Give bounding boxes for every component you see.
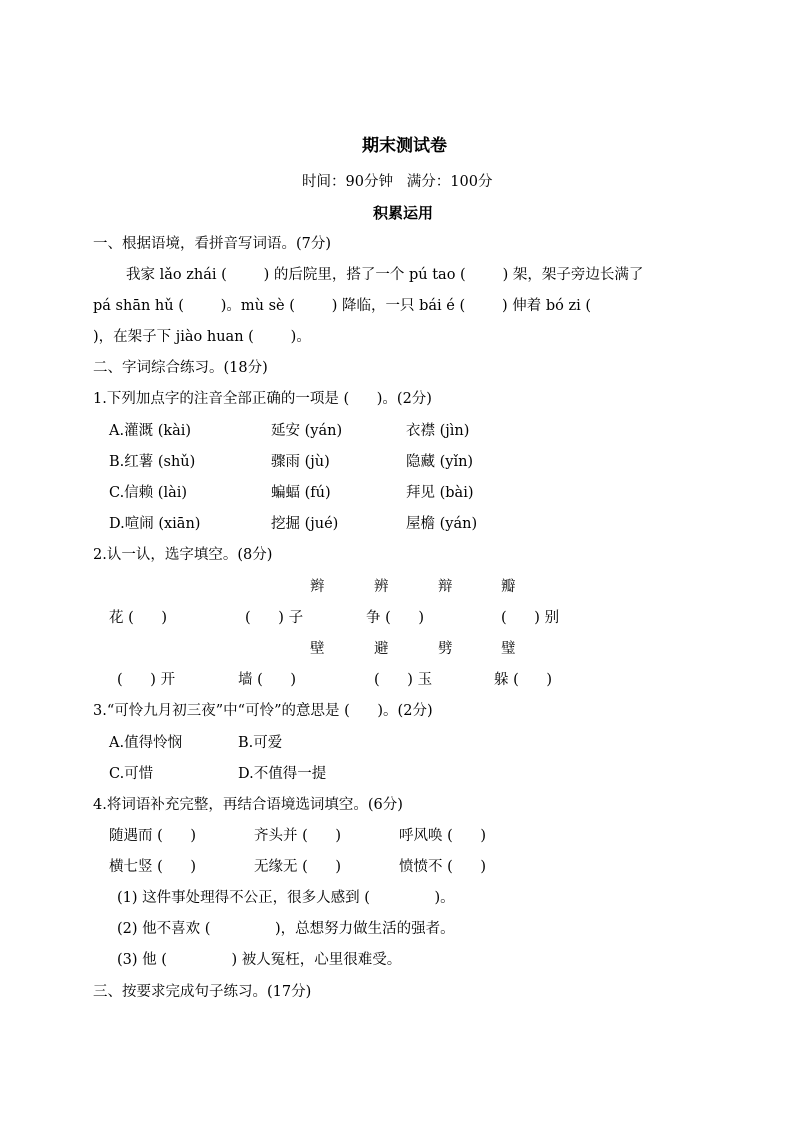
- char-option: 壁: [310, 641, 325, 657]
- q2-2-stem: 2.认一认，选字填空。(8分): [93, 547, 273, 563]
- exam-time-score: 时间：90分钟 满分：100分: [302, 174, 493, 190]
- option-cell: D.喧闹 (xiān): [109, 516, 201, 532]
- choice-option: B.可爱: [238, 735, 283, 751]
- choice-option: C.可惜: [109, 766, 154, 782]
- option-cell: C.信赖 (lài): [109, 485, 188, 501]
- fill-blank: 躲 ( ): [494, 672, 553, 688]
- option-cell: 延安 (yán): [271, 423, 343, 439]
- choice-option: D.不值得一提: [238, 766, 327, 782]
- idiom-blank: 愤愤不 ( ): [399, 859, 487, 875]
- char-option: 璧: [501, 641, 516, 657]
- q1-heading: 一、根据语境，看拼音写词语。(7分): [93, 236, 332, 252]
- char-option: 辫: [310, 579, 325, 595]
- sentence-blank-1: (1) 这件事处理得不公正，很多人感到 ( )。: [117, 890, 455, 906]
- idiom-blank: 横七竖 ( ): [109, 859, 197, 875]
- char-option: 劈: [438, 641, 453, 657]
- fill-blank: 花 ( ): [109, 610, 168, 626]
- option-cell: 屋檐 (yán): [406, 516, 478, 532]
- idiom-blank: 呼风唤 ( ): [399, 828, 487, 844]
- option-cell: 拜见 (bài): [406, 485, 474, 501]
- q1-line-2: pá shān hǔ ( )。mù sè ( ) 降临，一只 bái é ( ) 伸着 bó zi (: [93, 298, 592, 314]
- choice-option: A.值得怜悯: [109, 735, 183, 751]
- q2-3-stem: 3.“可怜九月初三夜”中“可怜”的意思是 ( )。(2分): [93, 703, 433, 719]
- idiom-blank: 齐头并 ( ): [254, 828, 342, 844]
- fill-blank: ( ) 开: [117, 672, 176, 688]
- idiom-blank: 无缘无 ( ): [254, 859, 342, 875]
- option-cell: A.灌溉 (kài): [109, 423, 192, 439]
- idiom-blank: 随遇而 ( ): [109, 828, 197, 844]
- option-cell: 衣襟 (jìn): [406, 423, 470, 439]
- fill-blank: ( ) 子: [245, 610, 304, 626]
- q3-heading: 三、按要求完成句子练习。(17分): [93, 984, 312, 1000]
- fill-blank: 墙 ( ): [238, 672, 297, 688]
- q2-4-stem: 4.将词语补充完整，再结合语境选词填空。(6分): [93, 797, 403, 813]
- fill-blank: 争 ( ): [366, 610, 425, 626]
- char-option: 瓣: [501, 579, 516, 595]
- fill-blank: ( ) 玉: [374, 672, 433, 688]
- char-option: 辨: [374, 579, 389, 595]
- option-cell: 挖掘 (jué): [271, 516, 339, 532]
- page-title: 期末测试卷: [362, 136, 447, 156]
- sentence-blank-3: (3) 他 ( ) 被人冤枉，心里很难受。: [117, 952, 402, 968]
- option-cell: 蝙蝠 (fú): [271, 485, 331, 501]
- q2-heading: 二、字词综合练习。(18分): [93, 360, 268, 376]
- option-cell: B.红薯 (shǔ): [109, 454, 196, 470]
- q1-line-1: 我家 lǎo zhái ( ) 的后院里，搭了一个 pú tao ( ) 架，架子旁边长满了: [126, 267, 644, 283]
- sentence-blank-2: (2) 他不喜欢 ( )，总想努力做生活的强者。: [117, 921, 455, 937]
- q1-line-3: )，在架子下 jiào huan ( )。: [93, 329, 311, 345]
- option-cell: 骤雨 (jù): [271, 454, 330, 470]
- char-option: 避: [374, 641, 389, 657]
- fill-blank: ( ) 别: [501, 610, 560, 626]
- option-cell: 隐藏 (yǐn): [406, 454, 474, 470]
- char-option: 辩: [438, 579, 453, 595]
- section-heading: 积累运用: [373, 204, 434, 222]
- q2-1-stem: 1.下列加点字的注音全部正确的一项是 ( )。(2分): [93, 391, 432, 407]
